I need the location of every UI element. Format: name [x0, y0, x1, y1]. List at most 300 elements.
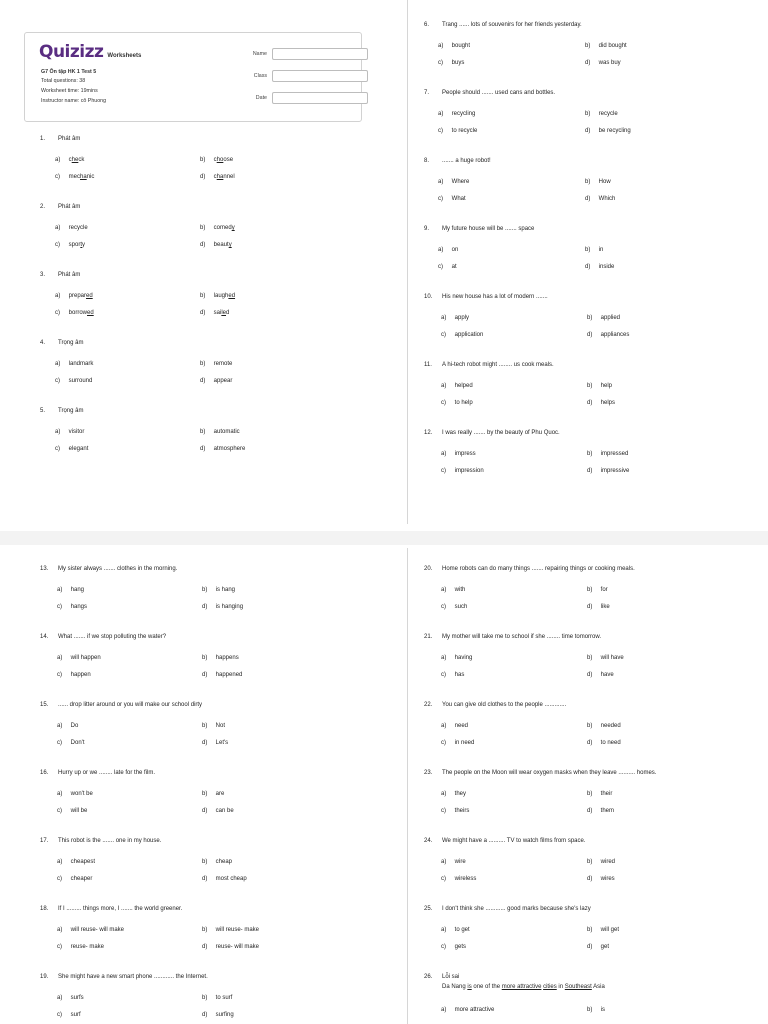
option-text: such	[454, 604, 468, 610]
answer-option-d[interactable]	[587, 604, 610, 610]
option-letter: c)	[438, 60, 443, 66]
answer-option-d[interactable]	[587, 332, 629, 338]
option-letter: c)	[438, 196, 443, 202]
option-letter: c)	[57, 944, 62, 950]
answer-option-c[interactable]	[438, 264, 457, 270]
answer-option-c[interactable]	[441, 604, 467, 610]
option-letter: b)	[587, 927, 593, 933]
answer-option-c[interactable]	[441, 876, 476, 882]
option-text: was buy	[598, 60, 621, 66]
answer-option-a[interactable]	[441, 927, 470, 933]
answer-option-b[interactable]	[585, 43, 627, 49]
option-text: on	[451, 247, 459, 253]
answer-option-b[interactable]	[587, 655, 624, 661]
answer-option-c[interactable]	[441, 468, 484, 474]
answer-option-b[interactable]	[202, 927, 259, 933]
answer-option-b[interactable]	[202, 859, 232, 865]
option-letter: d)	[585, 128, 591, 134]
option-text: will get	[600, 927, 620, 933]
answer-option-a[interactable]	[438, 179, 469, 185]
question-number: 22.	[424, 702, 433, 708]
option-text: happens	[215, 655, 239, 661]
option-text: will have	[600, 655, 624, 661]
answer-option-a[interactable]	[438, 43, 470, 49]
option-letter: d)	[587, 604, 593, 610]
answer-option-a[interactable]	[438, 247, 458, 253]
answer-option-b[interactable]	[585, 179, 611, 185]
option-text: like	[600, 604, 610, 610]
answer-option-b[interactable]	[587, 791, 612, 797]
answer-option-a[interactable]	[57, 655, 101, 661]
option-text: reuse- make	[70, 944, 105, 950]
answer-option-b[interactable]	[200, 361, 232, 367]
answer-option-a[interactable]	[438, 111, 475, 117]
answer-option-d[interactable]	[585, 196, 615, 202]
option-text: with	[454, 587, 466, 593]
answer-option-c[interactable]	[55, 242, 85, 248]
option-text: is hanging	[215, 604, 244, 610]
option-letter: a)	[438, 43, 444, 49]
option-letter: a)	[441, 315, 447, 321]
option-letter: c)	[57, 740, 62, 746]
option-letter: a)	[55, 225, 61, 231]
answer-option-d[interactable]	[587, 944, 609, 950]
answer-option-d[interactable]	[585, 60, 621, 66]
page-edge	[407, 0, 408, 524]
option-text: bought	[451, 43, 471, 49]
answer-option-d[interactable]	[200, 242, 232, 248]
page-edge	[407, 548, 408, 1024]
date-field[interactable]	[272, 92, 368, 104]
answer-option-a[interactable]	[57, 587, 84, 593]
option-text: will be	[70, 808, 88, 814]
option-text: remote	[213, 361, 233, 367]
answer-option-d[interactable]	[202, 876, 247, 882]
option-letter: b)	[202, 723, 208, 729]
answer-option-c[interactable]	[57, 672, 91, 678]
question-text: I don't think she ............ good marks because she's lazy	[442, 906, 591, 912]
answer-option-b[interactable]	[587, 587, 608, 593]
answer-option-d[interactable]	[585, 128, 631, 134]
answer-option-c[interactable]	[441, 332, 483, 338]
answer-option-d[interactable]	[200, 310, 229, 316]
option-letter: a)	[55, 157, 61, 163]
option-letter: d)	[202, 1012, 208, 1018]
option-letter: d)	[200, 174, 206, 180]
date-label: Date	[255, 95, 267, 101]
answer-option-a[interactable]	[55, 225, 88, 231]
option-text: in need	[454, 740, 475, 746]
answer-option-b[interactable]	[587, 927, 619, 933]
option-letter: a)	[441, 1007, 447, 1013]
question-number: 9.	[424, 226, 430, 232]
answer-option-c[interactable]	[55, 174, 94, 180]
option-letter: c)	[441, 876, 446, 882]
question-text: My future house will be ....... space	[442, 226, 535, 232]
option-text: cheaper	[70, 876, 93, 882]
option-text: hang	[70, 587, 85, 593]
answer-option-b[interactable]	[587, 1007, 605, 1013]
option-text: will reuse- make	[215, 927, 260, 933]
option-letter: a)	[441, 655, 447, 661]
option-text: How	[598, 179, 611, 185]
question-number: 1.	[40, 136, 46, 142]
question-number: 16.	[40, 770, 49, 776]
option-letter: d)	[587, 740, 593, 746]
option-text: borrowed	[68, 310, 94, 316]
option-text: in	[598, 247, 604, 253]
answer-option-a[interactable]	[441, 587, 465, 593]
option-text: won't be	[70, 791, 93, 797]
question-text: A hi-tech robot might ........ us cook meals.	[442, 362, 554, 368]
option-letter: a)	[57, 927, 63, 933]
question-number: 20.	[424, 566, 433, 572]
answer-option-a[interactable]	[55, 429, 84, 435]
question-text: I was really ....... by the beauty of Phu Quoc.	[442, 430, 560, 436]
question-number: 11.	[424, 362, 432, 368]
option-text: recycle	[68, 225, 88, 231]
option-letter: b)	[587, 791, 593, 797]
option-text: Let's	[215, 740, 229, 746]
option-letter: c)	[441, 808, 446, 814]
option-text: automatic	[213, 429, 240, 435]
option-letter: d)	[200, 310, 206, 316]
answer-option-d[interactable]	[202, 1012, 234, 1018]
option-text: appliances	[600, 332, 630, 338]
option-letter: d)	[202, 740, 208, 746]
answer-option-b[interactable]	[587, 859, 615, 865]
answer-option-c[interactable]	[57, 604, 87, 610]
question-text: Lỗi sai	[442, 974, 460, 980]
class-label: Class	[253, 73, 267, 79]
total-questions: Total questions: 38	[41, 78, 86, 84]
option-text: impress	[454, 451, 476, 457]
option-text: cheap	[215, 859, 233, 865]
answer-option-c[interactable]	[57, 808, 87, 814]
answer-option-b[interactable]	[202, 587, 235, 593]
answer-option-a[interactable]	[441, 723, 468, 729]
option-letter: a)	[441, 723, 447, 729]
option-text: wire	[454, 859, 466, 865]
option-letter: b)	[587, 315, 593, 321]
answer-option-a[interactable]	[57, 791, 93, 797]
option-text: their	[600, 791, 613, 797]
option-letter: a)	[441, 859, 447, 865]
option-text: applied	[600, 315, 621, 321]
option-text: have	[600, 672, 614, 678]
question-number: 26.	[424, 974, 433, 980]
answer-option-d[interactable]	[587, 468, 629, 474]
answer-option-a[interactable]	[55, 293, 93, 299]
option-letter: d)	[200, 446, 206, 452]
answer-option-c[interactable]	[441, 808, 469, 814]
option-letter: d)	[202, 944, 208, 950]
option-text: buys	[451, 60, 465, 66]
option-text: Which	[598, 196, 616, 202]
option-text: Don't	[70, 740, 85, 746]
option-letter: b)	[202, 927, 208, 933]
answer-option-c[interactable]	[441, 740, 474, 746]
option-letter: d)	[585, 196, 591, 202]
option-text: elegant	[68, 446, 89, 452]
question-text: My mother will take me to school if she ........ time tomorrow.	[442, 634, 602, 640]
answer-option-b[interactable]	[202, 995, 232, 1001]
worksheet-title: G7 Ôn tập HK 1 Test 5	[41, 69, 97, 75]
answer-option-c[interactable]	[57, 876, 92, 882]
option-letter: a)	[441, 791, 447, 797]
answer-option-c[interactable]	[55, 310, 94, 316]
option-text: helps	[600, 400, 616, 406]
question-text: ....... a huge robot!	[442, 158, 491, 164]
option-letter: b)	[587, 859, 593, 865]
answer-option-d[interactable]	[587, 876, 615, 882]
answer-option-c[interactable]	[441, 672, 464, 678]
answer-option-c[interactable]	[438, 128, 477, 134]
option-text: visitor	[68, 429, 85, 435]
question-number: 8.	[424, 158, 430, 164]
option-letter: a)	[55, 429, 61, 435]
option-text: check	[68, 157, 85, 163]
answer-option-b[interactable]	[587, 315, 620, 321]
option-text: channel	[213, 174, 235, 180]
answer-option-d[interactable]	[200, 446, 245, 452]
answer-option-a[interactable]	[55, 361, 93, 367]
answer-option-b[interactable]	[202, 655, 239, 661]
option-letter: b)	[585, 43, 591, 49]
answer-option-c[interactable]	[57, 1012, 81, 1018]
option-text: help	[600, 383, 613, 389]
question-number: 10.	[424, 294, 433, 300]
answer-option-d[interactable]	[200, 174, 235, 180]
option-text: will happen	[70, 655, 101, 661]
answer-option-b[interactable]	[587, 723, 621, 729]
option-letter: d)	[200, 378, 206, 384]
option-letter: a)	[57, 995, 63, 1001]
option-letter: a)	[438, 179, 444, 185]
option-text: application	[454, 332, 484, 338]
option-letter: c)	[441, 332, 446, 338]
answer-option-a[interactable]	[55, 157, 84, 163]
option-text: gets	[454, 944, 467, 950]
answer-option-b[interactable]	[202, 723, 225, 729]
option-letter: c)	[441, 740, 446, 746]
answer-option-a[interactable]	[441, 451, 476, 457]
question-text: Home robots can do many things ....... repairing things or cooking meals.	[442, 566, 635, 572]
option-letter: a)	[441, 451, 447, 457]
answer-option-d[interactable]	[202, 740, 228, 746]
answer-option-b[interactable]	[202, 791, 224, 797]
option-text: surfs	[70, 995, 84, 1001]
option-letter: a)	[55, 361, 61, 367]
option-text: comedy	[213, 225, 235, 231]
answer-option-a[interactable]	[57, 927, 124, 933]
option-letter: b)	[200, 293, 206, 299]
answer-option-b[interactable]	[585, 111, 618, 117]
option-text: for	[600, 587, 608, 593]
name-label: Name	[252, 51, 267, 57]
answer-option-d[interactable]	[202, 808, 234, 814]
option-text: apply	[454, 315, 470, 321]
question-text: Trọng âm	[58, 408, 84, 414]
answer-option-d[interactable]	[202, 672, 242, 678]
answer-option-c[interactable]	[57, 944, 104, 950]
option-letter: a)	[441, 383, 447, 389]
question-text: ...... drop litter around or you will make our school dirty	[58, 702, 203, 708]
option-letter: d)	[587, 808, 593, 814]
option-text: cheapest	[70, 859, 96, 865]
option-text: will reuse- will make	[70, 927, 125, 933]
answer-option-a[interactable]	[441, 1007, 494, 1013]
option-text: to surf	[215, 995, 233, 1001]
question-number: 17.	[40, 838, 49, 844]
answer-option-a[interactable]	[441, 655, 472, 661]
question-text: You can give old clothes to the people .............	[442, 702, 567, 708]
option-letter: a)	[57, 723, 63, 729]
option-letter: b)	[202, 655, 208, 661]
answer-option-a[interactable]	[441, 315, 469, 321]
answer-option-c[interactable]	[55, 446, 88, 452]
answer-option-c[interactable]	[441, 400, 473, 406]
option-text: wireless	[454, 876, 477, 882]
option-text: appear	[213, 378, 233, 384]
option-text: surfing	[215, 1012, 234, 1018]
option-letter: b)	[587, 451, 593, 457]
option-text: Not	[215, 723, 226, 729]
answer-option-c[interactable]	[438, 60, 464, 66]
option-letter: b)	[587, 655, 593, 661]
question-number: 24.	[424, 838, 433, 844]
answer-option-b[interactable]	[200, 225, 235, 231]
answer-option-c[interactable]	[55, 378, 92, 384]
option-letter: c)	[55, 174, 60, 180]
option-letter: a)	[438, 111, 444, 117]
question-text: She might have a new smart phone ............ the Internet.	[58, 974, 208, 980]
option-text: atmosphere	[213, 446, 246, 452]
option-letter: b)	[202, 859, 208, 865]
question-sentence: Da Nang is one of the more attractive cities in Southeast Asia	[442, 984, 605, 990]
answer-option-d[interactable]	[585, 264, 614, 270]
option-letter: a)	[57, 859, 63, 865]
question-text: What ....... if we stop polluting the water?	[58, 634, 167, 640]
answer-option-d[interactable]	[202, 944, 259, 950]
option-letter: c)	[438, 128, 443, 134]
answer-option-b[interactable]	[587, 383, 612, 389]
question-text: We might have a .......... TV to watch films from space.	[442, 838, 586, 844]
option-text: get	[600, 944, 610, 950]
question-text: People should ....... used cans and bottles.	[442, 90, 556, 96]
option-text: recycle	[598, 111, 618, 117]
answer-option-d[interactable]	[202, 604, 243, 610]
question-number: 23.	[424, 770, 433, 776]
answer-option-b[interactable]	[200, 429, 240, 435]
option-text: surf	[70, 1012, 81, 1018]
answer-option-a[interactable]	[57, 995, 84, 1001]
option-letter: b)	[587, 723, 593, 729]
instructor-name: Instructor name: cô Phuong	[41, 98, 107, 104]
answer-option-a[interactable]	[441, 383, 473, 389]
option-letter: b)	[202, 791, 208, 797]
option-letter: c)	[57, 604, 62, 610]
question-text: My sister always ....... clothes in the morning.	[58, 566, 178, 572]
option-letter: d)	[587, 944, 593, 950]
option-text: inside	[598, 264, 615, 270]
answer-option-b[interactable]	[585, 247, 603, 253]
option-letter: d)	[202, 672, 208, 678]
option-letter: a)	[55, 293, 61, 299]
option-text: having	[454, 655, 473, 661]
option-text: landmark	[68, 361, 94, 367]
option-letter: a)	[441, 587, 447, 593]
option-letter: a)	[438, 247, 444, 253]
answer-option-b[interactable]	[200, 157, 233, 163]
answer-option-a[interactable]	[441, 859, 466, 865]
option-text: impression	[454, 468, 484, 474]
answer-option-d[interactable]	[587, 808, 614, 814]
answer-option-d[interactable]	[200, 378, 232, 384]
question-text: Phát âm	[58, 136, 81, 142]
answer-option-b[interactable]	[200, 293, 235, 299]
question-text: Phát âm	[58, 272, 81, 278]
option-letter: c)	[57, 808, 62, 814]
option-text: prepared	[68, 293, 93, 299]
option-text: hangs	[70, 604, 88, 610]
answer-option-a[interactable]	[441, 791, 466, 797]
quizizz-logo	[39, 42, 141, 62]
option-text: recycling	[451, 111, 476, 117]
question-number: 19.	[40, 974, 49, 980]
name-field[interactable]	[272, 48, 368, 60]
option-text: helped	[454, 383, 473, 389]
option-letter: c)	[441, 468, 446, 474]
question-number: 7.	[424, 90, 430, 96]
answer-option-a[interactable]	[57, 723, 78, 729]
answer-option-d[interactable]	[587, 400, 615, 406]
option-letter: d)	[202, 808, 208, 814]
answer-option-b[interactable]	[587, 451, 628, 457]
answer-option-c[interactable]	[57, 740, 85, 746]
question-number: 18.	[40, 906, 49, 912]
option-letter: a)	[57, 587, 63, 593]
answer-option-c[interactable]	[438, 196, 466, 202]
question-number: 15.	[40, 702, 49, 708]
class-field[interactable]	[272, 70, 368, 82]
answer-option-a[interactable]	[57, 859, 95, 865]
option-letter: a)	[57, 655, 63, 661]
option-letter: b)	[200, 157, 206, 163]
option-letter: d)	[587, 468, 593, 474]
question-text: His new house has a lot of modern .......	[442, 294, 548, 300]
option-letter: b)	[200, 361, 206, 367]
answer-option-d[interactable]	[587, 672, 614, 678]
option-text: theirs	[454, 808, 470, 814]
option-letter: c)	[55, 310, 60, 316]
option-text: What	[451, 196, 466, 202]
option-text: laughed	[213, 293, 236, 299]
option-letter: d)	[202, 876, 208, 882]
page-gap	[0, 531, 768, 545]
option-text: mechanic	[68, 174, 95, 180]
option-letter: a)	[441, 927, 447, 933]
answer-option-d[interactable]	[587, 740, 621, 746]
option-text: can be	[215, 808, 234, 814]
option-letter: b)	[585, 179, 591, 185]
option-text: is	[600, 1007, 606, 1013]
option-text: to help	[454, 400, 473, 406]
option-text: needed	[600, 723, 621, 729]
answer-option-c[interactable]	[441, 944, 466, 950]
option-letter: c)	[57, 672, 62, 678]
option-letter: b)	[200, 225, 206, 231]
